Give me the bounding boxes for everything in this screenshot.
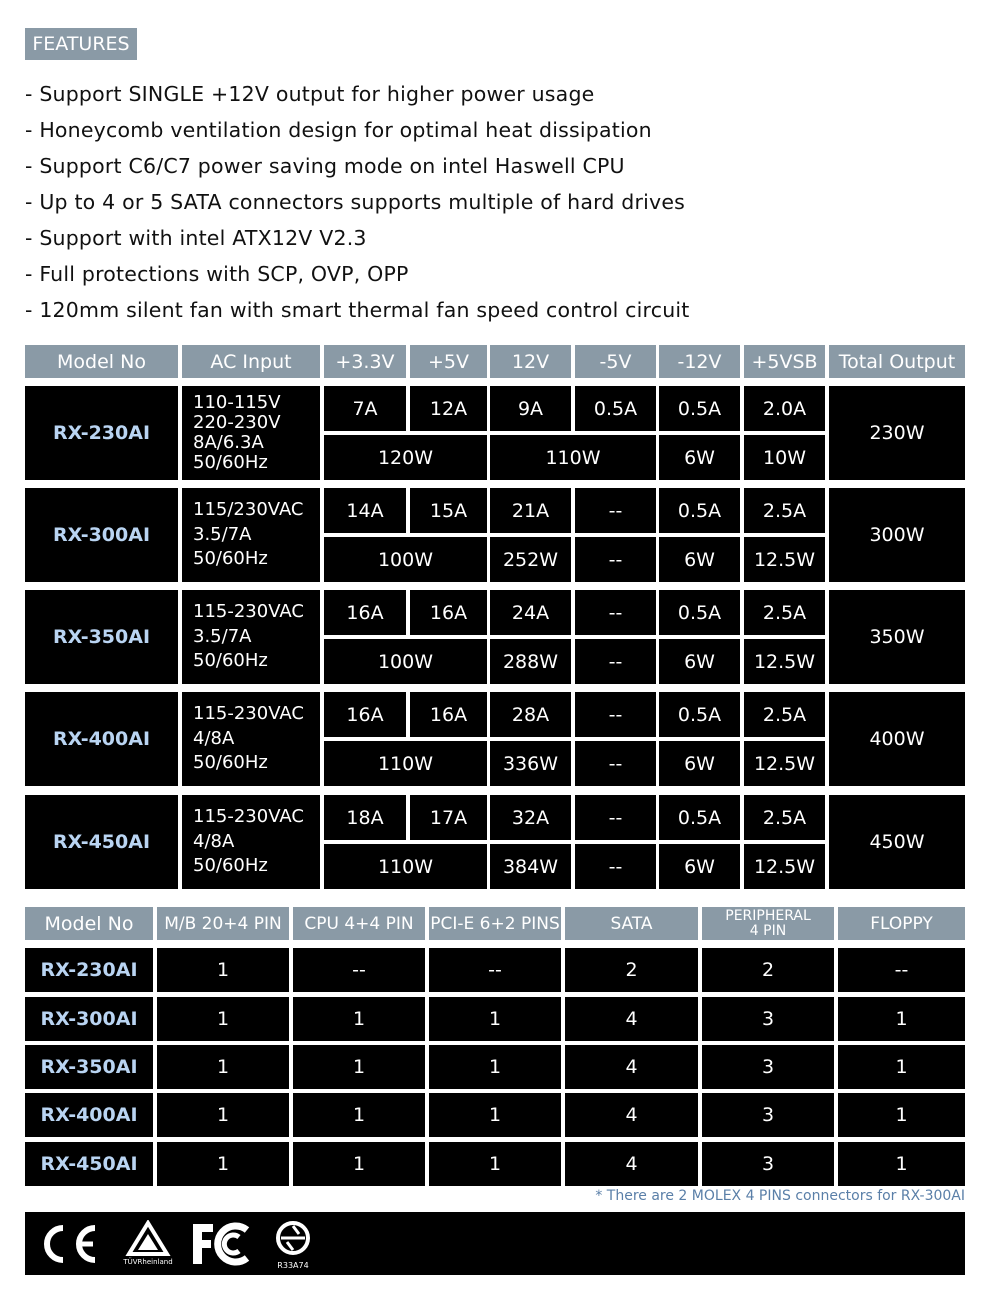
header-model-no: Model No (25, 345, 178, 378)
amp-3v3: 18A (324, 795, 406, 840)
watts-m5v: -- (575, 741, 656, 786)
feature-item: - Support SINGLE +12V output for higher power usage (25, 82, 595, 106)
feature-item: - 120mm silent fan with smart thermal fan speed control circuit (25, 298, 690, 322)
mb-pin-value: 1 (157, 1142, 289, 1186)
amp-m5v: -- (575, 590, 656, 635)
feature-item: - Up to 4 or 5 SATA connectors supports multiple of hard drives (25, 190, 686, 214)
watts-3v3-5v: 110W (324, 741, 487, 786)
pcie-value: 1 (429, 1093, 561, 1137)
floppy-value: 1 (838, 1142, 965, 1186)
watts-12v-m5v: 110W (490, 435, 656, 480)
cpu-pin-value: 1 (293, 1045, 425, 1089)
mb-pin-value: 1 (157, 948, 289, 992)
watts-3v3-5v: 110W (324, 844, 487, 889)
model-cell: RX-350AI (25, 1045, 153, 1089)
amp-m12v: 0.5A (659, 590, 740, 635)
model-cell: RX-230AI (25, 386, 178, 480)
amp-12v: 24A (490, 590, 571, 635)
pcie-value: 1 (429, 1142, 561, 1186)
peripheral-label: PERIPHERAL (725, 907, 811, 924)
amp-m12v: 0.5A (659, 795, 740, 840)
floppy-value: 1 (838, 1045, 965, 1089)
total-output-cell: 450W (829, 795, 965, 889)
watts-12v: 252W (490, 537, 571, 582)
header-floppy: FLOPPY (838, 907, 965, 940)
model-cell: RX-230AI (25, 948, 153, 992)
ac-input-cell: 115-230VAC 4/8A 50/60Hz (182, 795, 320, 889)
header-pcie-pins: PCI-E 6+2 PINS (429, 907, 561, 940)
header-m5v: -5V (575, 345, 656, 378)
amp-m5v: -- (575, 692, 656, 737)
certification-bar (25, 1212, 965, 1275)
watts-m12v: 6W (659, 537, 740, 582)
amp-5v: 16A (410, 692, 487, 737)
header-model-no: Model No (25, 907, 153, 940)
amp-3v3: 16A (324, 692, 406, 737)
rcm-label: R33A74 (277, 1261, 309, 1270)
mb-pin-value: 1 (157, 997, 289, 1041)
amp-5v: 12A (410, 386, 487, 431)
watts-3v3-5v: 100W (324, 639, 487, 684)
sata-value: 4 (565, 1045, 698, 1089)
floppy-value: -- (838, 948, 965, 992)
amp-5v: 17A (410, 795, 487, 840)
feature-item: - Full protections with SCP, OVP, OPP (25, 262, 409, 286)
header-peripheral (702, 907, 834, 940)
header-mb-pin: M/B 20+4 PIN (157, 907, 289, 940)
header-m12v: -12V (659, 345, 740, 378)
cpu-pin-value: -- (293, 948, 425, 992)
mb-pin-value: 1 (157, 1093, 289, 1137)
watts-m5v: -- (575, 844, 656, 889)
peripheral-sub-label: 4 PIN (749, 922, 787, 939)
amp-5vsb: 2.0A (744, 386, 825, 431)
model-cell: RX-300AI (25, 488, 178, 582)
watts-12v: 336W (490, 741, 571, 786)
watts-12v: 384W (490, 844, 571, 889)
header-cpu-pin: CPU 4+4 PIN (293, 907, 425, 940)
watts-m5v: -- (575, 537, 656, 582)
sata-value: 4 (565, 1093, 698, 1137)
amp-m5v: 0.5A (575, 386, 656, 431)
rcm-mark-icon (271, 1218, 315, 1270)
pcie-value: -- (429, 948, 561, 992)
molex-footnote: * There are 2 MOLEX 4 PINS connectors for RX-300AI (595, 1188, 965, 1204)
feature-item: - Support C6/C7 power saving mode on intel Haswell CPU (25, 154, 625, 178)
sata-value: 4 (565, 1142, 698, 1186)
total-output-cell: 350W (829, 590, 965, 684)
watts-5vsb: 12.5W (744, 639, 825, 684)
watts-m12v: 6W (659, 435, 740, 480)
header-ac-input: AC Input (182, 345, 320, 378)
watts-5vsb: 10W (744, 435, 825, 480)
header-12v: 12V (490, 345, 571, 378)
pcie-value: 1 (429, 997, 561, 1041)
tuv-label: TÜVRheinland (123, 1258, 173, 1266)
floppy-value: 1 (838, 997, 965, 1041)
ac-input-cell: 115-230VAC 4/8A 50/60Hz (182, 692, 320, 786)
amp-5v: 15A (410, 488, 487, 533)
features-heading: FEATURES (25, 28, 137, 60)
total-output-cell: 300W (829, 488, 965, 582)
features-list (25, 76, 690, 328)
watts-5vsb: 12.5W (744, 741, 825, 786)
amp-m5v: -- (575, 488, 656, 533)
amp-12v: 32A (490, 795, 571, 840)
amp-3v3: 14A (324, 488, 406, 533)
floppy-value: 1 (838, 1093, 965, 1137)
peripheral-value: 3 (702, 1142, 834, 1186)
pcie-value: 1 (429, 1045, 561, 1089)
model-cell: RX-450AI (25, 795, 178, 889)
amp-12v: 21A (490, 488, 571, 533)
amp-5vsb: 2.5A (744, 590, 825, 635)
model-cell: RX-350AI (25, 590, 178, 684)
cpu-pin-value: 1 (293, 1093, 425, 1137)
amp-12v: 28A (490, 692, 571, 737)
cpu-pin-value: 1 (293, 997, 425, 1041)
header-sata: SATA (565, 907, 698, 940)
watts-3v3-5v: 120W (324, 435, 487, 480)
amp-3v3: 16A (324, 590, 406, 635)
amp-5vsb: 2.5A (744, 795, 825, 840)
fcc-mark-icon (189, 1220, 255, 1268)
ac-input-cell: 115-230VAC 3.5/7A 50/60Hz (182, 590, 320, 684)
header-total-output: Total Output (829, 345, 965, 378)
peripheral-value: 2 (702, 948, 834, 992)
amp-m12v: 0.5A (659, 386, 740, 431)
watts-3v3-5v: 100W (324, 537, 487, 582)
tuv-rheinland-icon (121, 1220, 175, 1266)
sata-value: 2 (565, 948, 698, 992)
model-cell: RX-450AI (25, 1142, 153, 1186)
watts-5vsb: 12.5W (744, 537, 825, 582)
amp-3v3: 7A (324, 386, 406, 431)
amp-12v: 9A (490, 386, 571, 431)
watts-m12v: 6W (659, 844, 740, 889)
ac-input-cell: 115/230VAC 3.5/7A 50/60Hz (182, 488, 320, 582)
feature-item: - Support with intel ATX12V V2.3 (25, 226, 367, 250)
amp-5vsb: 2.5A (744, 488, 825, 533)
watts-m5v: -- (575, 639, 656, 684)
feature-item: - Honeycomb ventilation design for optimal heat dissipation (25, 118, 652, 142)
amp-m5v: -- (575, 795, 656, 840)
model-cell: RX-300AI (25, 997, 153, 1041)
watts-5vsb: 12.5W (744, 844, 825, 889)
ac-input-cell: 110-115V 220-230V 8A/6.3A 50/60Hz (182, 386, 320, 480)
watts-m12v: 6W (659, 741, 740, 786)
watts-m12v: 6W (659, 639, 740, 684)
amp-m12v: 0.5A (659, 488, 740, 533)
amp-5vsb: 2.5A (744, 692, 825, 737)
peripheral-value: 3 (702, 997, 834, 1041)
total-output-cell: 400W (829, 692, 965, 786)
watts-12v: 288W (490, 639, 571, 684)
model-cell: RX-400AI (25, 1093, 153, 1137)
header-3v3: +3.3V (324, 345, 406, 378)
peripheral-value: 3 (702, 1093, 834, 1137)
header-5v: +5V (410, 345, 487, 378)
peripheral-value: 3 (702, 1045, 834, 1089)
amp-5v: 16A (410, 590, 487, 635)
model-cell: RX-400AI (25, 692, 178, 786)
ce-mark-icon (39, 1222, 101, 1266)
amp-m12v: 0.5A (659, 692, 740, 737)
mb-pin-value: 1 (157, 1045, 289, 1089)
total-output-cell: 230W (829, 386, 965, 480)
sata-value: 4 (565, 997, 698, 1041)
header-5vsb: +5VSB (744, 345, 825, 378)
cpu-pin-value: 1 (293, 1142, 425, 1186)
